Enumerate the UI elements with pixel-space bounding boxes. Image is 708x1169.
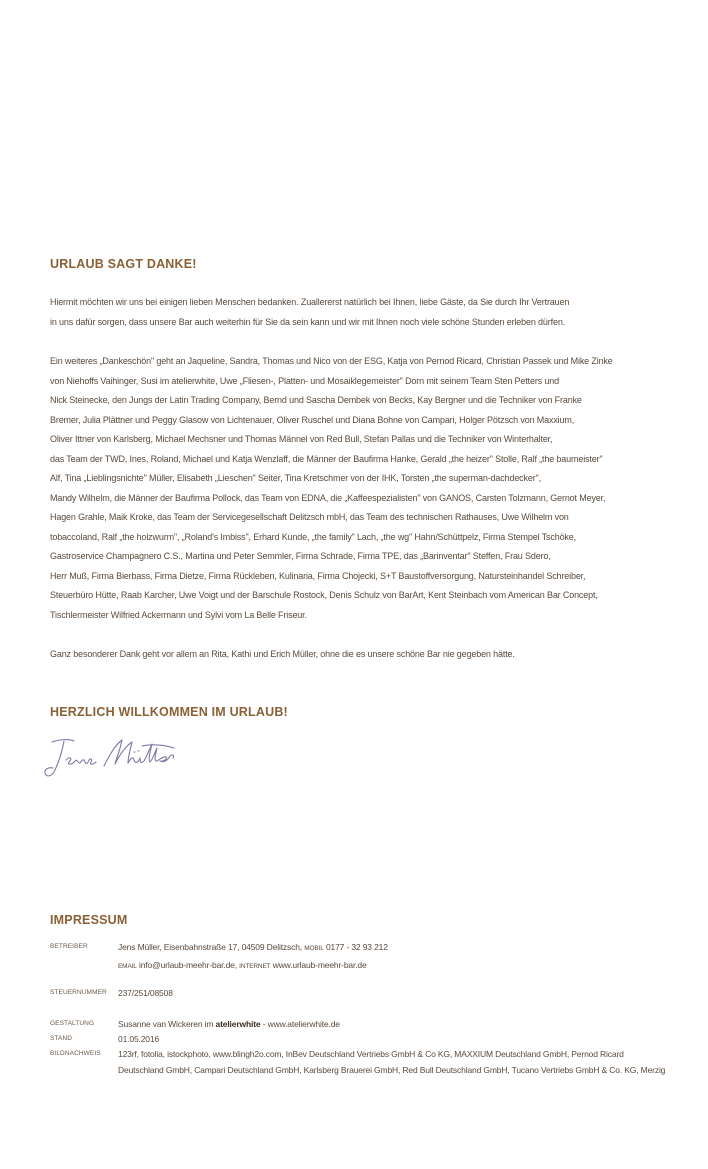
mobil-number: 0177 - 32 93 212 — [325, 942, 388, 952]
impressum-heading: IMPRESSUM — [50, 913, 128, 927]
welcome-heading: HERZLICH WILLKOMMEN IM URLAUB! — [50, 705, 288, 719]
closing-line: Ganz besonderer Dank geht vor allem an Rita, Kathi und Erich Müller, ohne die es unsere schöne Bar nie gegeben hätte. — [50, 649, 515, 659]
thanks-closing — [50, 645, 660, 665]
thanks-line: Alf, Tina „Lieblingsnichte" Müller, Elisabeth „Lieschen" Seiter, Tina Kretschmer von der IHK, Torsten „the superman-dachdecker", — [50, 473, 541, 483]
signature-image — [42, 736, 177, 781]
thanks-line: Tischlermeister Wilfried Ackermann und Sylvi vom La Belle Friseur. — [50, 609, 307, 620]
thanks-line: Steuerbüro Hütte, Raab Karcher, Uwe Voigt und der Barschule Rostock, Denis Schulz von BarArt, Kent Steinbach vom American Bar Concept, — [50, 590, 598, 600]
internet-label: INTERNET — [239, 963, 271, 970]
betreiber-label: BETREIBER — [50, 943, 88, 950]
gestaltung-suffix[interactable]: - www.atelierwhite.de — [262, 1019, 340, 1029]
stand-value: 01.05.2016 — [118, 1034, 160, 1044]
thanks-line: Mandy Wilhelm, die Männer der Baufirma Pollock, das Team von EDNA, die „Kaffeespezialisten" von GANOS, Carsten Tolzmann, Gernot Meyer, — [50, 492, 606, 503]
thanks-line: Oliver Ittner von Karlsberg, Michael Mechsner und Thomas Männel von Red Bull, Stefan Pallas und die Techniker von Winterhalter, — [50, 434, 553, 444]
thanks-line: Ein weiteres „Dankeschön" geht an Jaqueline, Sandra, Thomas und Nico von der ESG, Katja von Pernod Ricard, Christian Passek und Mike Zinke — [50, 356, 613, 366]
bildnachweis-line: Deutschland GmbH, Campari Deutschland GmbH, Karlsberg Brauerei GmbH, Red Bull Deutschland GmbH, Tucano Vertriebs GmbH & Co. KG, Merzig — [118, 1065, 666, 1075]
bildnachweis-value — [118, 1046, 665, 1078]
intro-line: in uns dafür sorgen, dass unsere Bar auch weiterhin für Sie da sein kann und wir mit Ihnen noch viele schöne Stunden erleben dürfen. — [50, 316, 566, 327]
steuernummer-value: 237/251/08508 — [118, 988, 173, 998]
impressum-stand-row — [50, 1031, 159, 1047]
atelierwhite-brand: atelierwhite — [215, 1019, 261, 1029]
thanks-line: tobaccoland, Ralf „the holzwurm", „Roland's Imbiss", Erhard Kunde, „the family" Lach, „the wg" Hahn/Schüttpelz, Firma Stempel Tschöke, — [50, 531, 576, 542]
impressum-steuernummer-row — [50, 985, 173, 1001]
thanks-line: Herr Muß, Firma Bierbass, Firma Dietze, Firma Rückleben, Kulinaria, Firma Chojecki, S+T Baustoffversorgung, Natursteinhandel Schreiber, — [50, 570, 586, 581]
thanks-heading: URLAUB SAGT DANKE! — [50, 257, 197, 271]
thanks-line: Nick Steinecke, den Jungs der Latin Trading Company, Bernd und Sascha Dembek von Becks, Kay Bergner und die Techniker von Franke — [50, 395, 582, 405]
impressum-bildnachweis-row — [50, 1046, 665, 1078]
thanks-line: Bremer, Julia Plättner und Peggy Glasow von Lichtenauer, Oliver Ruschel und Diana Bohne von Campari, Holger Pötzsch von Maxxium, — [50, 414, 575, 425]
thanks-line: Hagen Grahle, Maik Kroke, das Team der Servicegesellschaft Delitzsch mbH, das Team des technischen Rathauses, Uwe Wilhelm von — [50, 512, 569, 522]
impressum-betreiber-row — [50, 939, 388, 975]
steuernummer-label: STEUERNUMMER — [50, 989, 107, 996]
email-link[interactable]: info@urlaub-meehr-bar.de, — [138, 960, 237, 970]
thanks-line: von Niehoffs Vaihinger, Susi im atelierwhite, Uwe „Fliesen-, Platten- und Mosaiklegemeister" Dorn mit seinem Team Sten Petters und — [50, 375, 559, 386]
thanks-intro — [50, 293, 660, 332]
betreiber-value — [118, 939, 388, 975]
bildnachweis-label: BILDNACHWEIS — [50, 1050, 101, 1057]
mobil-label: MOBIL — [304, 945, 324, 952]
website-link[interactable]: www.urlaub-meehr-bar.de — [272, 960, 367, 970]
thanks-line: Gastroservice Champagnero C.S., Martina und Peter Semmler, Firma Schrade, Firma TPE, das „Barinventar" Steffen, Frau Sdero, — [50, 551, 551, 561]
gestaltung-value — [118, 1016, 340, 1032]
impressum-gestaltung-row — [50, 1016, 340, 1032]
gestaltung-prefix: Susanne van Wickeren im — [118, 1019, 214, 1029]
thanks-line: das Team der TWD, Ines, Roland, Michael und Katja Wenzlaff, die Männer der Baufirma Hanke, Gerald „the heizer" Stolle, Ralf „the baumeister" — [50, 453, 603, 464]
intro-line: Hiermit möchten wir uns bei einigen lieben Menschen bedanken. Zuallererst natürlich bei Ihnen, liebe Gäste, da Sie durch Ihr Vertrauen — [50, 297, 570, 307]
bildnachweis-line: 123rf, fotolia, istockphoto, www.blingh2o.com, InBev Deutschland Vertriebs GmbH & Co KG, MAXXIUM Deutschland GmbH, Pernod Ricard — [118, 1049, 624, 1059]
email-label: EMAIL — [118, 963, 137, 970]
thanks-list — [50, 352, 660, 625]
stand-label: STAND — [50, 1035, 73, 1042]
gestaltung-label: GESTALTUNG — [50, 1020, 95, 1027]
betreiber-name: Jens Müller, Eisenbahnstraße 17, 04509 Delitzsch, — [118, 942, 303, 952]
